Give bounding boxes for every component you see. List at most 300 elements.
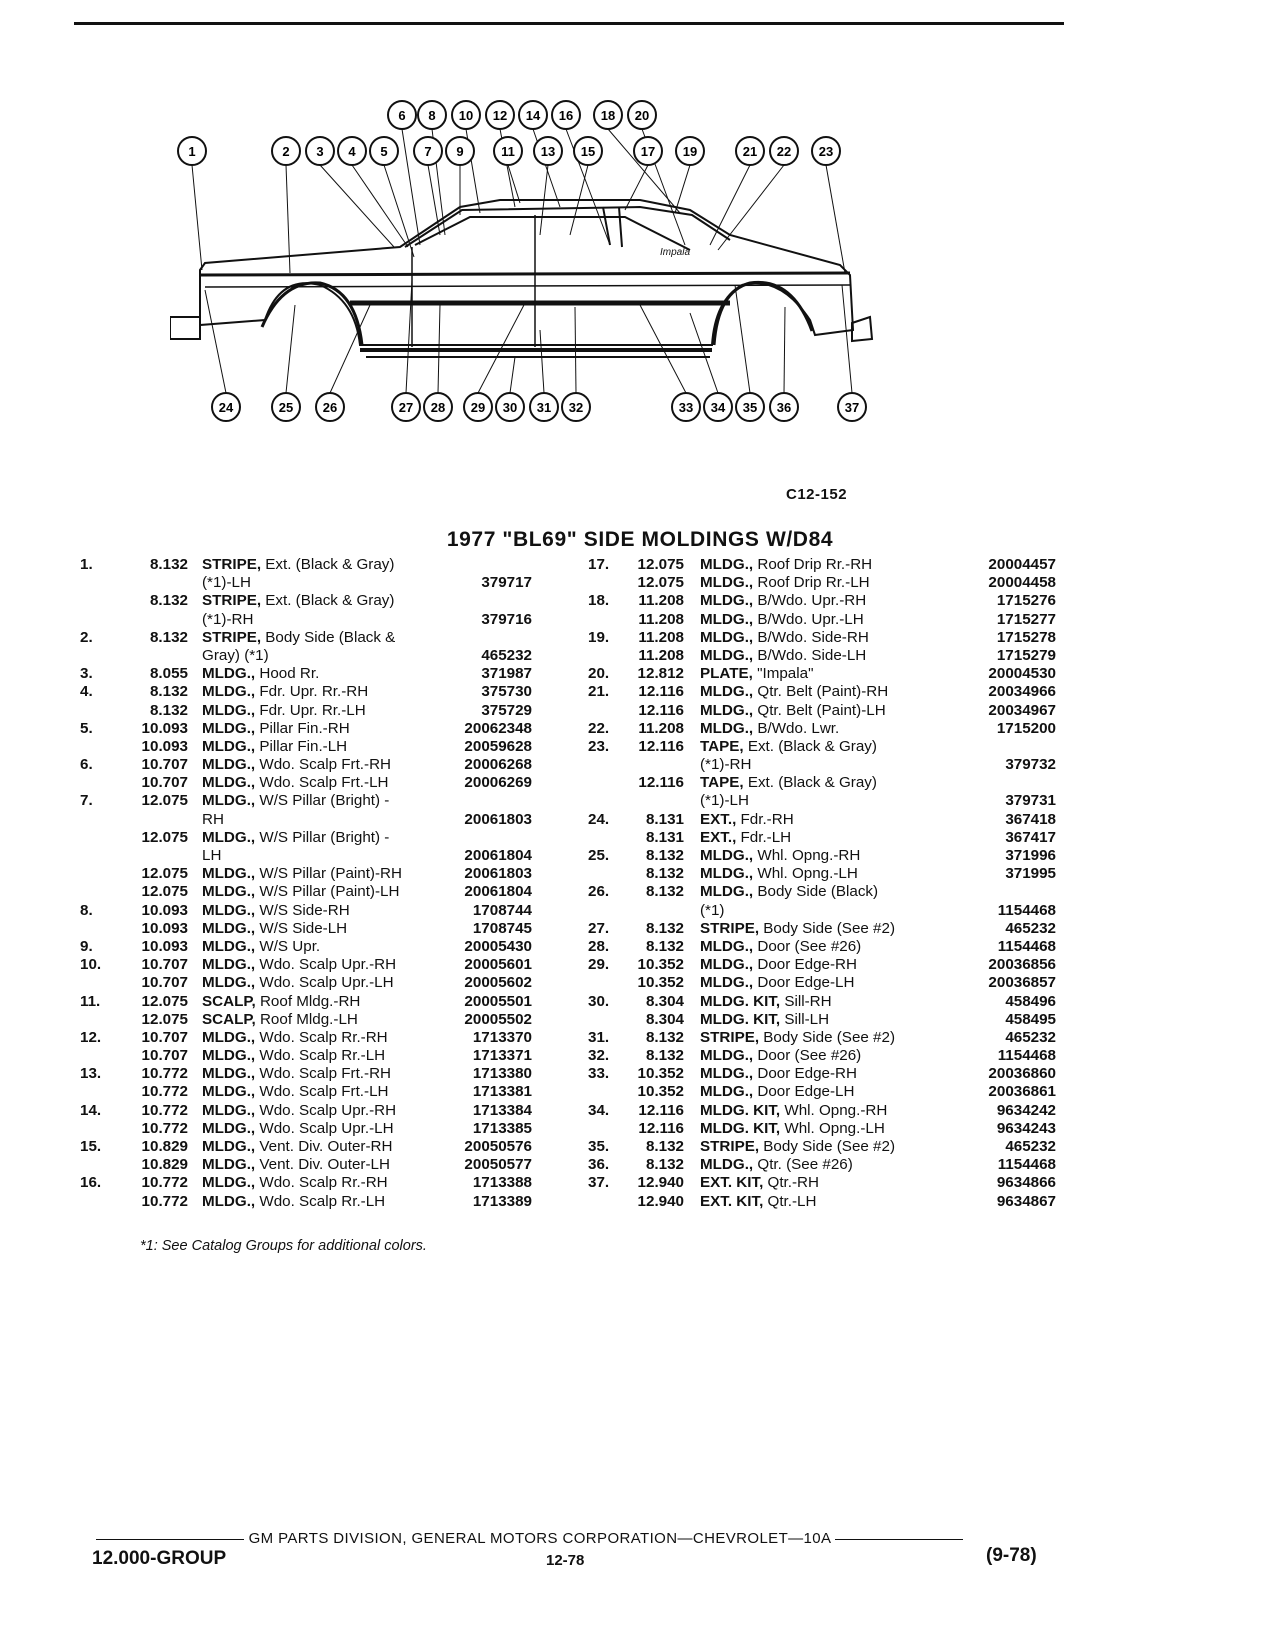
- part-description: [700, 556, 872, 574]
- part-label: STRIPE,: [202, 556, 262, 573]
- ref-number: 6.: [80, 756, 93, 774]
- group-number: 12.812: [637, 665, 684, 683]
- part-label: MLDG.,: [202, 1119, 256, 1137]
- leader-line-31: [540, 330, 544, 393]
- parts-row: [80, 574, 560, 592]
- page-title: 1977 "BL69" SIDE MOLDINGS W/D84: [446, 528, 834, 551]
- part-description: [700, 829, 791, 847]
- part-number: 20034966: [988, 683, 1056, 701]
- part-number: 371995: [1005, 865, 1056, 883]
- car-window-line: [415, 217, 690, 250]
- group-number: 10.772: [141, 1119, 188, 1137]
- part-description: [202, 847, 221, 865]
- part-detail: Qtr. Belt (Paint)-LH: [753, 701, 886, 719]
- part-description: [202, 1120, 394, 1138]
- part-detail: Whl. Opng.-RH: [780, 1101, 888, 1119]
- part-description: [202, 829, 389, 847]
- svg-text:10: 10: [458, 108, 474, 123]
- part-detail: Qtr.-LH: [763, 1192, 817, 1210]
- part-label: MLDG.,: [202, 756, 256, 774]
- part-detail: Ext. (Black & Gray): [743, 774, 877, 792]
- svg-text:20: 20: [634, 108, 650, 123]
- part-description: [202, 902, 350, 920]
- part-description: [202, 683, 368, 701]
- ref-number: 9.: [80, 937, 93, 955]
- group-number: 8.132: [645, 1047, 684, 1065]
- parts-row: [80, 829, 560, 847]
- part-detail: Pillar Fin.-RH: [255, 719, 350, 737]
- part-detail: (*1)-LH: [202, 574, 251, 592]
- svg-text:6: 6: [398, 108, 406, 123]
- group-number: 10.093: [141, 719, 188, 737]
- part-number: 379717: [481, 574, 532, 592]
- parts-row: [588, 829, 1078, 847]
- part-number: 9634242: [996, 1101, 1056, 1119]
- part-detail: "Impala": [752, 665, 814, 683]
- part-detail: Fdr. Upr. Rr.-RH: [255, 683, 369, 701]
- part-label: EXT.,: [700, 828, 737, 846]
- group-number: 12.075: [141, 828, 188, 846]
- svg-text:35: 35: [742, 400, 758, 415]
- part-detail: Door Edge-LH: [753, 1083, 855, 1101]
- part-label: MLDG.,: [202, 1028, 256, 1046]
- part-detail: Wdo. Scalp Frt.-RH: [255, 756, 392, 774]
- svg-text:29: 29: [470, 400, 486, 415]
- part-description: [700, 683, 888, 701]
- parts-row: [80, 1120, 560, 1138]
- group-number: 12.940: [637, 1174, 684, 1192]
- svg-text:4: 4: [348, 144, 356, 159]
- leader-line-27: [406, 280, 412, 393]
- part-number: 20050577: [464, 1156, 532, 1174]
- part-label: MLDG.,: [202, 865, 256, 883]
- part-number: 20036857: [988, 974, 1056, 992]
- part-description: [700, 1065, 857, 1083]
- part-detail: Sill-LH: [780, 1010, 830, 1028]
- parts-row: [80, 1029, 560, 1047]
- part-description: [202, 592, 394, 610]
- group-number: 12.116: [638, 737, 684, 755]
- part-description: [202, 1065, 391, 1083]
- group-number: 10.352: [637, 1083, 684, 1101]
- leader-line-3: [320, 165, 394, 247]
- parts-row: [588, 902, 1078, 920]
- part-label: MLDG.,: [202, 683, 256, 701]
- group-number: 10.829: [141, 1138, 188, 1155]
- callout-10: [452, 101, 480, 129]
- parts-row: [588, 956, 1078, 974]
- group-number: 12.075: [141, 1010, 188, 1028]
- part-label: STRIPE,: [202, 592, 262, 610]
- part-number: 1713381: [472, 1083, 532, 1101]
- part-detail: Fdr.-RH: [736, 810, 794, 828]
- part-description: [700, 993, 832, 1011]
- part-number: 1154468: [997, 1156, 1056, 1174]
- part-detail: Vent. Div. Outer-RH: [255, 1138, 393, 1155]
- part-detail: Wdo. Scalp Rr.-LH: [255, 1192, 386, 1210]
- group-number: 8.131: [645, 828, 684, 846]
- group-number: 10.707: [141, 756, 188, 774]
- footnote: *1: See Catalog Groups for additional colors.: [140, 1238, 427, 1254]
- parts-row: [80, 1102, 560, 1120]
- group-number: 8.132: [645, 919, 684, 937]
- part-number: 20004530: [988, 665, 1056, 683]
- part-number: 465232: [1005, 1028, 1056, 1046]
- part-number: 1713371: [472, 1047, 532, 1065]
- part-description: [700, 1047, 861, 1065]
- part-description: [202, 647, 269, 665]
- part-label: MLDG.,: [202, 1192, 256, 1210]
- part-detail: Ext. (Black & Gray): [261, 592, 395, 610]
- part-description: [700, 702, 886, 720]
- ref-number: 19.: [588, 628, 610, 646]
- ref-number: 7.: [80, 792, 93, 810]
- part-number: 375730: [481, 683, 532, 701]
- part-detail: Gray) (*1): [202, 646, 269, 664]
- parts-row: [80, 720, 560, 738]
- parts-row: [80, 993, 560, 1011]
- part-detail: B/Wdo. Upr.-RH: [753, 592, 867, 610]
- svg-text:19: 19: [682, 144, 698, 159]
- callout-9: [446, 137, 474, 165]
- svg-text:9: 9: [456, 144, 464, 159]
- part-detail: W/S Side-RH: [255, 901, 350, 919]
- part-label: MLDG.,: [700, 1156, 754, 1174]
- part-detail: W/S Upr.: [255, 937, 321, 955]
- part-label: MLDG.,: [700, 628, 754, 646]
- parts-row: [588, 1120, 1078, 1138]
- svg-text:32: 32: [568, 400, 584, 415]
- leader-line-23: [826, 165, 845, 273]
- svg-text:14: 14: [525, 108, 541, 123]
- part-description: [202, 756, 391, 774]
- parts-row: [588, 556, 1078, 574]
- part-number: 367418: [1005, 810, 1056, 828]
- parts-row: [588, 993, 1078, 1011]
- svg-text:27: 27: [398, 400, 414, 415]
- part-detail: Qtr.-RH: [763, 1174, 819, 1192]
- ref-number: 5.: [80, 719, 93, 737]
- figure-code: C12-152: [786, 486, 848, 503]
- group-number: 10.707: [141, 974, 188, 992]
- part-description: [700, 1193, 816, 1211]
- part-description: [700, 974, 854, 992]
- svg-text:30: 30: [502, 400, 518, 415]
- parts-row: [80, 1193, 560, 1211]
- part-label: MLDG.,: [202, 1083, 256, 1101]
- leader-line-32: [575, 307, 576, 393]
- part-label: MLDG.,: [202, 665, 256, 683]
- ref-number: 2.: [80, 628, 93, 646]
- part-number: 1713380: [472, 1065, 532, 1083]
- parts-row: [588, 574, 1078, 592]
- group-number: 8.132: [645, 883, 684, 901]
- part-label: MLDG.,: [202, 719, 256, 737]
- callout-34: [704, 393, 732, 421]
- part-description: [700, 1120, 885, 1138]
- parts-row: [80, 1156, 560, 1174]
- part-description: [202, 920, 347, 938]
- part-description: [700, 1029, 895, 1047]
- svg-text:5: 5: [380, 144, 388, 159]
- group-number: 10.093: [141, 737, 188, 755]
- callout-30: [496, 393, 524, 421]
- part-detail: Door (See #26): [753, 1047, 862, 1065]
- group-number: 8.132: [645, 847, 684, 864]
- footer-rule-right: [835, 1539, 963, 1540]
- callout-14: [519, 101, 547, 129]
- part-description: [202, 1156, 390, 1174]
- svg-text:13: 13: [540, 144, 556, 159]
- ref-number: 12.: [80, 1028, 102, 1046]
- parts-row: [588, 1011, 1078, 1029]
- group-number: 10.829: [141, 1156, 188, 1174]
- part-label: MLDG.,: [700, 883, 754, 901]
- ref-number: 35.: [588, 1138, 610, 1155]
- callout-12: [486, 101, 514, 129]
- ref-number: 32.: [588, 1047, 610, 1065]
- part-description: [202, 1174, 388, 1192]
- svg-text:2: 2: [282, 144, 290, 159]
- parts-row: [80, 556, 560, 574]
- part-label: MLDG.,: [202, 792, 256, 810]
- group-number: 11.208: [638, 719, 684, 737]
- callout-35: [736, 393, 764, 421]
- parts-row: [588, 1047, 1078, 1065]
- svg-text:23: 23: [818, 144, 834, 159]
- leader-line-36: [784, 307, 785, 393]
- svg-text:8: 8: [428, 108, 436, 123]
- part-label: STRIPE,: [700, 1028, 760, 1046]
- callout-16: [552, 101, 580, 129]
- svg-text:34: 34: [710, 400, 726, 415]
- part-detail: RH: [202, 810, 224, 828]
- part-description: [700, 574, 870, 592]
- parts-row: [80, 1174, 560, 1192]
- ref-number: 27.: [588, 919, 610, 937]
- group-number: 11.208: [638, 646, 684, 664]
- ref-number: 1.: [80, 556, 93, 573]
- group-number: 8.132: [645, 937, 684, 955]
- part-number: 20050576: [464, 1138, 532, 1155]
- ref-number: 20.: [588, 665, 610, 683]
- ref-number: 22.: [588, 719, 610, 737]
- part-number: 1713385: [472, 1119, 532, 1137]
- ref-number: 8.: [80, 901, 93, 919]
- ref-number: 18.: [588, 592, 610, 610]
- part-description: [202, 883, 399, 901]
- part-number: 9634243: [996, 1119, 1056, 1137]
- ref-number: 36.: [588, 1156, 610, 1174]
- part-number: 20061804: [464, 847, 532, 864]
- part-description: [700, 611, 864, 629]
- part-description: [202, 1102, 396, 1120]
- leader-line-1: [192, 165, 202, 270]
- part-number: 20004457: [988, 556, 1056, 573]
- part-number: 9634866: [996, 1174, 1056, 1192]
- svg-text:36: 36: [776, 400, 792, 415]
- group-number: 11.208: [638, 592, 684, 610]
- part-description: [700, 956, 857, 974]
- group-number: 10.707: [141, 1028, 188, 1046]
- group-number: 8.132: [149, 683, 188, 701]
- svg-text:1: 1: [188, 144, 196, 159]
- part-description: [202, 1011, 358, 1029]
- part-description: [202, 665, 319, 683]
- part-description: [700, 738, 877, 756]
- leader-line-25: [286, 305, 295, 393]
- part-number: 458495: [1005, 1010, 1056, 1028]
- part-description: [700, 920, 895, 938]
- group-number: 8.132: [645, 1156, 684, 1174]
- part-label: MLDG.,: [700, 1083, 754, 1101]
- group-number: 12.116: [638, 701, 684, 719]
- parts-row: [80, 683, 560, 701]
- ref-number: 11.: [80, 992, 101, 1010]
- part-label: EXT. KIT,: [700, 1174, 764, 1192]
- revision-date: (9-78): [986, 1545, 1037, 1566]
- part-description: [700, 756, 751, 774]
- parts-row: [80, 847, 560, 865]
- part-label: MLDG.,: [202, 956, 256, 974]
- part-detail: Pillar Fin.-LH: [255, 737, 348, 755]
- part-number: 1715200: [996, 719, 1056, 737]
- parts-row: [588, 1102, 1078, 1120]
- svg-text:3: 3: [316, 144, 324, 159]
- leader-line-34: [690, 313, 718, 393]
- parts-row: [80, 738, 560, 756]
- ref-number: 34.: [588, 1101, 610, 1119]
- part-description: [202, 629, 395, 647]
- callout-19: [676, 137, 704, 165]
- part-label: MLDG.,: [700, 1047, 754, 1065]
- part-description: [202, 574, 251, 592]
- part-number: 465232: [481, 646, 532, 664]
- part-description: [700, 592, 866, 610]
- parts-row: [80, 865, 560, 883]
- footer-rule-left: [96, 1539, 244, 1540]
- ref-number: 3.: [80, 665, 93, 683]
- part-detail: Roof Mldg.-LH: [255, 1010, 358, 1028]
- part-detail: Body Side (See #2): [759, 1138, 896, 1155]
- parts-row: [80, 792, 560, 810]
- part-label: EXT. KIT,: [700, 1192, 764, 1210]
- parts-row: [588, 756, 1078, 774]
- part-description: [700, 865, 858, 883]
- part-number: 379716: [481, 610, 532, 628]
- callout-7: [414, 137, 442, 165]
- parts-row: [80, 956, 560, 974]
- part-description: [202, 811, 224, 829]
- part-number: 20005602: [464, 974, 532, 992]
- leader-line-17: [625, 165, 648, 210]
- part-label: MLDG.,: [202, 1047, 256, 1065]
- part-description: [202, 1083, 389, 1101]
- group-number: 10.093: [141, 937, 188, 955]
- part-description: [700, 720, 839, 738]
- callout-24: [212, 393, 240, 421]
- callout-18: [594, 101, 622, 129]
- part-detail: Qtr. Belt (Paint)-RH: [753, 683, 889, 701]
- part-label: MLDG.,: [202, 1101, 256, 1119]
- part-number: 1713384: [472, 1101, 532, 1119]
- part-detail: W/S Pillar (Bright) -: [255, 792, 390, 810]
- callout-8: [418, 101, 446, 129]
- ref-number: 14.: [80, 1101, 102, 1119]
- part-label: MLDG.,: [202, 883, 256, 901]
- part-description: [700, 902, 724, 920]
- car-beltline: [200, 273, 850, 275]
- group-number: 12.075: [141, 883, 188, 901]
- parts-row: [588, 683, 1078, 701]
- part-label: MLDG.,: [700, 610, 754, 628]
- part-label: MLDG. KIT,: [700, 1101, 781, 1119]
- part-description: [700, 847, 860, 865]
- part-detail: B/Wdo. Side-LH: [753, 646, 867, 664]
- part-detail: Wdo. Scalp Frt.-LH: [255, 774, 389, 792]
- group-number: 10.772: [141, 1192, 188, 1210]
- parts-row: [588, 592, 1078, 610]
- part-detail: W/S Pillar (Paint)-RH: [255, 865, 402, 883]
- callout-28: [424, 393, 452, 421]
- part-detail: Wdo. Scalp Rr.-RH: [255, 1028, 388, 1046]
- part-description: [202, 738, 347, 756]
- part-label: MLDG.,: [700, 719, 754, 737]
- part-number: 465232: [1005, 1138, 1056, 1155]
- svg-text:18: 18: [600, 108, 616, 123]
- part-number: 1713388: [472, 1174, 532, 1192]
- svg-text:21: 21: [742, 144, 758, 159]
- part-detail: Ext. (Black & Gray): [743, 737, 877, 755]
- part-detail: Whl. Opng.-LH: [753, 865, 858, 883]
- part-detail: B/Wdo. Side-RH: [753, 628, 869, 646]
- page-number: 12-78: [546, 1552, 585, 1569]
- group-number: 10.352: [637, 1065, 684, 1083]
- parts-row: [80, 883, 560, 901]
- part-detail: Body Side (See #2): [759, 1028, 896, 1046]
- part-description: [202, 1047, 385, 1065]
- part-description: [202, 556, 394, 574]
- part-description: [700, 1174, 819, 1192]
- parts-row: [588, 920, 1078, 938]
- parts-row: [80, 938, 560, 956]
- part-detail: Body Side (Black): [753, 883, 879, 901]
- group-number: 8.132: [149, 701, 188, 719]
- part-label: MLDG.,: [202, 1174, 256, 1192]
- ref-number: 17.: [588, 556, 610, 573]
- callout-23: [812, 137, 840, 165]
- parts-row: [80, 665, 560, 683]
- part-label: MLDG.,: [700, 592, 754, 610]
- car-bumper-rear: [852, 317, 872, 341]
- group-number: 10.772: [141, 1101, 188, 1119]
- callout-13: [534, 137, 562, 165]
- group-number: 10.772: [141, 1083, 188, 1101]
- car-diagram: [170, 95, 930, 475]
- part-number: 20006269: [464, 774, 532, 792]
- callout-11: [494, 137, 522, 165]
- part-detail: Fdr. Upr. Rr.-LH: [255, 701, 366, 719]
- ref-number: 26.: [588, 883, 610, 901]
- part-label: MLDG.,: [700, 937, 754, 955]
- parts-row: [588, 938, 1078, 956]
- part-description: [700, 1083, 854, 1101]
- part-description: [700, 811, 794, 829]
- group-number: 12.075: [637, 574, 684, 592]
- part-description: [700, 647, 866, 665]
- part-detail: (*1)-RH: [202, 610, 254, 628]
- part-detail: LH: [202, 847, 222, 864]
